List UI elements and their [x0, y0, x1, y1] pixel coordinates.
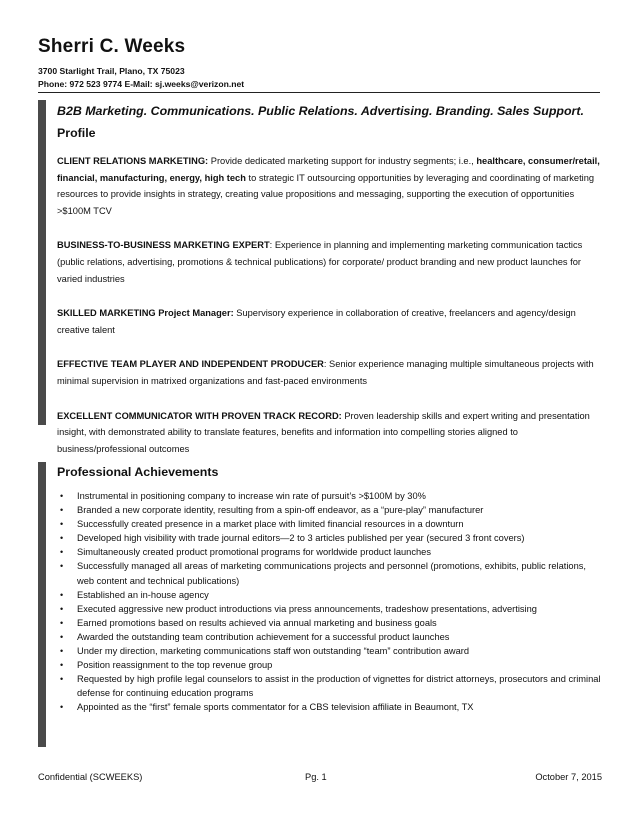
- achievement-item: [57, 658, 602, 672]
- bullet-icon: •: [60, 547, 64, 558]
- bullet-icon: •: [60, 674, 64, 685]
- profile-side-bar: [38, 100, 46, 425]
- paragraph-text: Proven leadership skills and expert writing and presentation insight, with demonstrated ability to translate features, benefits and information into compelling stories aligned to business/professional outcomes: [57, 410, 590, 454]
- achievement-item: [57, 559, 602, 587]
- bullet-icon: •: [60, 589, 64, 600]
- bullet-icon: •: [60, 491, 64, 501]
- paragraph-lead: EXCELLENT COMMUNICATOR WITH PROVEN TRACK RECORD:: [57, 410, 342, 421]
- bullet-icon: •: [60, 505, 64, 516]
- bullet-icon: •: [60, 617, 64, 628]
- profile-paragraph: [57, 408, 602, 458]
- paragraph-text: : Experience in planning and implementing marketing communication tactics (public relations, advertising, promotions & technical publications) for corporate/ product branding and new product launches for varied industries: [57, 240, 583, 284]
- achievement-item: [57, 602, 602, 616]
- paragraph-text: Supervisory experience in collaboration of creative, freelancers and agency/design creative talent: [57, 308, 576, 335]
- paragraph-text: : Senior experience managing multiple simultaneous projects with minimal supervision in matrixed organizations and fast-paced environments: [57, 359, 594, 386]
- achievement-text: Instrumental in positioning company to increase win rate of pursuit’s >$100M by 30%: [77, 491, 426, 501]
- achievement-item: [57, 630, 602, 644]
- achievement-item: [57, 503, 602, 517]
- achievement-item: [57, 489, 602, 503]
- achievements-side-bar: [38, 462, 46, 747]
- achievement-text: Position reassignment to the top revenue group: [77, 660, 273, 671]
- achievement-item: [57, 644, 602, 658]
- achievement-text: Earned promotions based on results achieved via annual marketing and business goals: [77, 617, 437, 628]
- contact-line: Phone: 972 523 9774 E-Mail: sj.weeks@verizon.net: [38, 79, 245, 89]
- profile-section: [57, 153, 602, 475]
- achievement-text: Appointed as the “first” female sports commentator for a CBS television affiliate in Beaumont, TX: [77, 702, 474, 713]
- bullet-icon: •: [60, 533, 64, 544]
- bullet-icon: •: [60, 646, 64, 657]
- achievement-text: Requested by high profile legal counselors to assist in the production of vignettes for district attorneys, prosecutors and criminal defense for continuing education programs: [77, 674, 601, 699]
- paragraph-emphasis: healthcare, consumer/retail, financial, manufacturing, energy, high tech: [57, 156, 600, 183]
- address: 3700 Starlight Trail, Plano, TX 75023: [38, 66, 185, 76]
- bullet-icon: •: [60, 561, 64, 572]
- achievement-text: Successfully created presence in a market place with limited financial resources in a downturn: [77, 519, 464, 530]
- achievement-text: Branded a new corporate identity, resulting from a spin-off endeavor, as a “pure-play” manufacturer: [77, 505, 484, 516]
- achievement-text: Established an in-house agency: [77, 589, 209, 600]
- bullet-icon: •: [60, 519, 64, 530]
- paragraph-lead: BUSINESS-TO-BUSINESS MARKETING EXPERT: [57, 240, 270, 251]
- footer-page-number: Pg. 1: [305, 772, 327, 782]
- paragraph-text: Provide dedicated marketing support for industry segments; i.e.,: [208, 156, 477, 166]
- achievement-item: [57, 616, 602, 630]
- paragraph-lead: CLIENT RELATIONS MARKETING:: [57, 156, 209, 166]
- profile-paragraph: [57, 305, 602, 338]
- achievement-item: [57, 588, 602, 602]
- achievements-heading: Professional Achievements: [57, 465, 219, 479]
- footer-confidential: Confidential (SCWEEKS): [38, 772, 143, 782]
- achievement-item: [57, 672, 602, 700]
- profile-heading: Profile: [57, 126, 96, 140]
- paragraph-text: to strategic IT outsourcing opportunities by leveraging and coordinating of marketing resources to provide insights in strategy, creating value propositions and messaging, supporting the execution of opportunities >$100M TCV: [57, 172, 595, 216]
- bullet-icon: •: [60, 660, 64, 671]
- achievement-text: Awarded the outstanding team contribution achievement for a successful product launches: [77, 631, 450, 642]
- achievement-item: [57, 531, 602, 545]
- bullet-icon: •: [60, 603, 64, 614]
- achievements-list: [57, 489, 602, 715]
- paragraph-lead: SKILLED MARKETING Project Manager:: [57, 308, 234, 319]
- bullet-icon: •: [60, 702, 64, 713]
- achievement-text: Under my direction, marketing communications staff won outstanding “team” contribution award: [77, 646, 470, 657]
- profile-paragraph: [57, 237, 602, 287]
- achievement-item: [57, 517, 602, 531]
- achievement-item: [57, 700, 602, 714]
- achievement-item: [57, 545, 602, 559]
- resume-name: Sherri C. Weeks: [38, 36, 186, 57]
- achievement-text: Successfully managed all areas of marketing communications projects and personnel (promotions, exhibits, public relations, web content and technical publications): [77, 561, 587, 586]
- tagline: B2B Marketing. Communications. Public Relations. Advertising. Branding. Sales Support.: [57, 104, 584, 118]
- achievement-text: Executed aggressive new product introductions via press announcements, tradeshow presentations, advertising: [77, 603, 537, 614]
- header-divider: [38, 92, 600, 93]
- footer-date: October 7, 2015: [535, 772, 602, 782]
- paragraph-lead: EFFECTIVE TEAM PLAYER AND INDEPENDENT PRODUCER: [57, 359, 324, 370]
- achievement-text: Developed high visibility with trade journal editors—2 to 3 articles published per year (secured 3 front covers): [77, 533, 525, 544]
- profile-paragraph: [57, 153, 602, 219]
- bullet-icon: •: [60, 631, 64, 642]
- profile-paragraph: [57, 356, 602, 389]
- achievement-text: Simultaneously created product promotional programs for worldwide product launches: [77, 547, 431, 558]
